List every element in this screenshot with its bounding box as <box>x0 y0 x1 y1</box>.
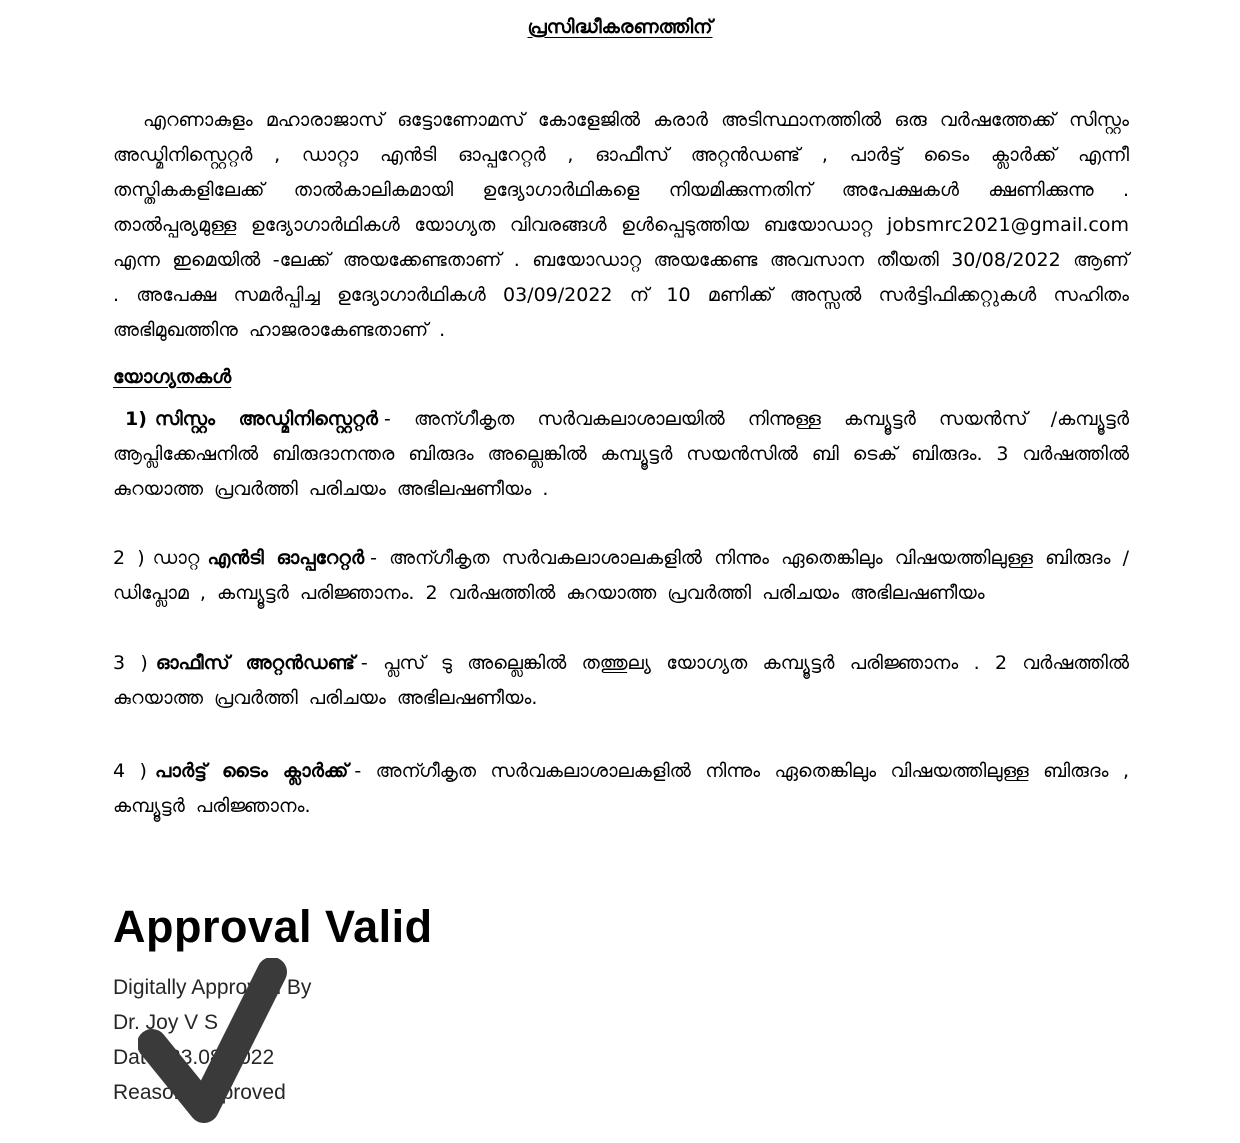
item-2-number: 2 ) <box>113 547 145 569</box>
approved-by-label: Digitally Approved By <box>113 976 312 999</box>
doc-title <box>0 16 1240 38</box>
approver-name: Dr. Joy V S <box>113 1011 219 1034</box>
item-4-description: - അന്ഗീകൃത സർവകലാശാലകളിൽ നിന്നും ഏതെങ്കിലും വിഷയത്തിലുള്ള ബിരുദം , കമ്പ്യൂട്ടർ പരിജ്ഞാനം. <box>113 760 1129 817</box>
item-2-post-name: എൻടി ഓപ്പറേറ്റർ <box>207 547 365 569</box>
approval-check-icon <box>138 958 298 1126</box>
item-3-number: 3 ) <box>113 652 148 674</box>
qualification-item-2 <box>113 541 1129 611</box>
doc-title-text: പ്രസിദ്ധീകരണത്തിന് <box>527 16 713 38</box>
item-1-description: - അന്ഗീകൃത സർവകലാശാലയിൽ നിന്നുള്ള കമ്പ്യൂട്ടർ സയൻസ് /കമ്പ്യൂട്ടർ ആപ്ലിക്കേഷനിൽ ബിരുദാനന്തര ബിരുദം അല്ലെങ്കിൽ കമ്പ്യൂട്ടർ സയൻസിൽ ബി ടെക് ബിരുദം. 3 വർഷത്തിൽ കുറയാത്ത പ്രവർത്തി പരിചയം അഭിലഷണീയം . <box>113 408 1129 500</box>
item-1-number: 1) <box>125 408 147 430</box>
approval-reason-line: Reason: Approved <box>113 1081 286 1104</box>
approval-stamp-title: Approval Valid <box>113 901 433 952</box>
approval-date-line: Date: 23.08.2022 <box>113 1046 275 1069</box>
item-1-post-name: സിസ്റ്റം അഡ്മിനിസ്റ്റെറ്റർ <box>154 408 378 430</box>
qualification-item-3 <box>113 646 1129 716</box>
intro-paragraph: എറണാകുളം മഹാരാജാസ് ഒട്ടോണോമസ് കോളേജിൽ കരാർ അടിസ്ഥാനത്തിൽ ഒരു വർഷത്തേക്ക് സിസ്റ്റം അഡ്മിനിസ്റ്റെറ്റർ , ഡാറ്റാ എൻടി ഓപ്പറേറ്റർ , ഓഫീസ് അറ്റൻഡണ്ട് , പാർട്ട് ടൈം ക്ലാർക്ക് എന്നീ തസ്തികകളിലേക്ക് താൽകാലികമായി ഉദ്യോഗാർഥികളെ നിയമിക്കുന്നതിന് അപേക്ഷകൾ ക്ഷണിക്കുന്നു . താൽപ്പര്യമുള്ള ഉദ്യോഗാർഥികൾ യോഗ്യത വിവരങ്ങൾ ഉൾപ്പെടുത്തിയ ബയോഡാറ്റ jobsmrc2021@gmail.com എന്ന ഇമെയിൽ -ലേക്ക് അയക്കേണ്ടതാണ് . ബയോഡാറ്റ അയക്കേണ്ട അവസാന തീയതി 30/08/2022 ആണ് . അപേക്ഷ സമർപ്പിച്ച ഉദ്യോഗാർഥികൾ 03/09/2022 ന് 10 മണിക്ക് അസ്സൽ സർട്ടിഫിക്കറ്റുകൾ സഹിതം അഭിമുഖത്തിനു ഹാജരാകേണ്ടതാണ് . <box>113 109 1129 341</box>
item-4-post-name: പാർട്ട് ടൈം ക്ലാർക്ക് <box>154 760 349 782</box>
item-3-post-name: ഓഫീസ് അറ്റൻഡണ്ട് <box>155 652 355 674</box>
qualification-item-4 <box>113 754 1129 824</box>
qualifications-heading: യോഗ്യതകൾ <box>113 366 232 388</box>
item-2-description: - അന്ഗീകൃത സർവകലാശാലകളിൽ നിന്നും ഏതെങ്കിലും വിഷയത്തിലുള്ള ബിരുദം / ഡിപ്ലോമ , കമ്പ്യൂട്ടർ പരിജ്ഞാനം. 2 വർഷത്തിൽ കുറയാത്ത പ്രവർത്തി പരിചയം അഭിലഷണീയം <box>113 547 1129 604</box>
qualification-item-1 <box>113 402 1129 507</box>
item-2-post-prefix: ഡാറ്റ <box>152 547 200 569</box>
item-4-number: 4 ) <box>113 760 147 782</box>
item-3-description: - പ്ലസ് ടു അല്ലെങ്കിൽ തത്തുല്യ യോഗ്യത കമ്പ്യൂട്ടർ പരിജ്ഞാനം . 2 വർഷത്തിൽ കുറയാത്ത പ്രവർത്തി പരിചയം അഭിലഷണീയം. <box>113 652 1129 709</box>
